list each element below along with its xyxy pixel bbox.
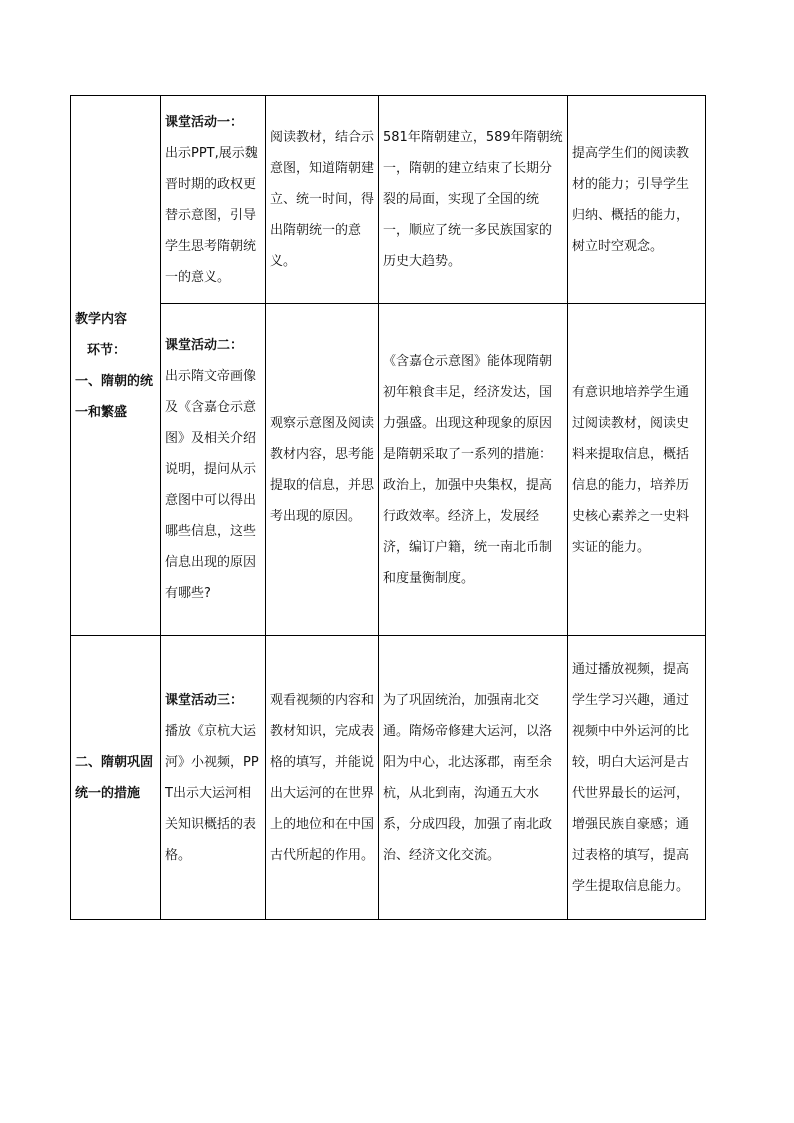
lesson-plan-table <box>70 95 706 920</box>
activity1-purpose-text: 提高学生们的阅读教材的能力；引导学生归纳、概括的能力，树立时空观念。 <box>572 145 690 254</box>
activity1-teacher-cell <box>161 96 266 304</box>
activity1-content-cell <box>379 96 568 304</box>
section1-label-line1: 教学内容 <box>75 311 128 327</box>
table-row <box>71 636 706 920</box>
activity1-student-text: 阅读教材，结合示意图，知道隋朝建立、统一时间，得出隋朝统一的意义。 <box>270 130 375 269</box>
activity2-purpose-cell <box>568 304 706 636</box>
section1-label-cell <box>71 96 161 636</box>
activity2-teacher-text: 出示隋文帝画像及《含嘉仓示意图》及相关介绍说明，提问从示意图中可以得出哪些信息，这些信息出现的原因有哪些? <box>165 369 257 601</box>
activity3-title: 课堂活动三： <box>165 692 244 708</box>
section1-label-line3: 一、隋朝的统一和繁盛 <box>75 373 154 420</box>
activity3-teacher-text: 播放《京杭大运河》小视频，PPT出示大运河相关知识概括的表格。 <box>165 723 259 863</box>
section2-label-cell <box>71 636 161 920</box>
activity2-student-cell <box>266 304 379 636</box>
activity1-content-text: 581年隋朝建立，589年隋朝统一，隋朝的建立结束了长期分裂的局面，实现了全国的统一，顺应了统一多民族国家的历史大趋势。 <box>383 130 563 269</box>
activity2-title: 课堂活动二： <box>165 338 244 353</box>
activity3-student-text: 观看视频的内容和教材知识，完成表格的填写，并能说出大运河的在世界上的地位和在中国古代所起的作用。 <box>270 692 375 863</box>
activity2-content-cell <box>379 304 568 636</box>
activity2-purpose-text: 有意识地培养学生通过阅读教材，阅读史料来提取信息，概括信息的能力，培养历史核心素养之一史料实证的能力。 <box>572 384 690 555</box>
activity2-teacher-cell <box>161 304 266 636</box>
activity1-purpose-cell <box>568 96 706 304</box>
table-row <box>71 304 706 636</box>
activity1-title: 课堂活动一： <box>165 114 244 130</box>
activity3-purpose-cell <box>568 636 706 920</box>
activity2-content-text: 《含嘉仓示意图》能体现隋朝初年粮食丰足，经济发达，国力强盛。出现这种现象的原因是隋朝采取了一系列的措施：政治上，加强中央集权，提高行政效率。经济上，发展经济，编订户籍，统一南北币制和度量衡制度。 <box>383 353 553 586</box>
activity3-student-cell <box>266 636 379 920</box>
activity3-content-cell <box>379 636 568 920</box>
section1-label-line2: 环节： <box>87 342 127 358</box>
table-row <box>71 96 706 304</box>
section2-label: 二、隋朝巩固统一的措施 <box>75 754 154 801</box>
activity3-purpose-text: 通过播放视频，提高学生学习兴趣，通过视频中中外运河的比较，明白大运河是古代世界最长的运河，增强民族自豪感；通过表格的填写，提高学生提取信息能力。 <box>572 661 690 894</box>
activity3-teacher-cell <box>161 636 266 920</box>
activity1-teacher-text: 出示PPT,展示魏晋时期的政权更替示意图，引导学生思考隋朝统一的意义。 <box>165 145 258 285</box>
activity1-student-cell <box>266 96 379 304</box>
activity2-student-text: 观察示意图及阅读教材内容，思考能提取的信息，并思考出现的原因。 <box>270 415 375 524</box>
activity3-content-text: 为了巩固统治，加强南北交通。隋炀帝修建大运河，以洛阳为中心，北达涿郡，南至余杭，从北到南，沟通五大水系，分成四段，加强了南北政治、经济文化交流。 <box>383 692 553 863</box>
